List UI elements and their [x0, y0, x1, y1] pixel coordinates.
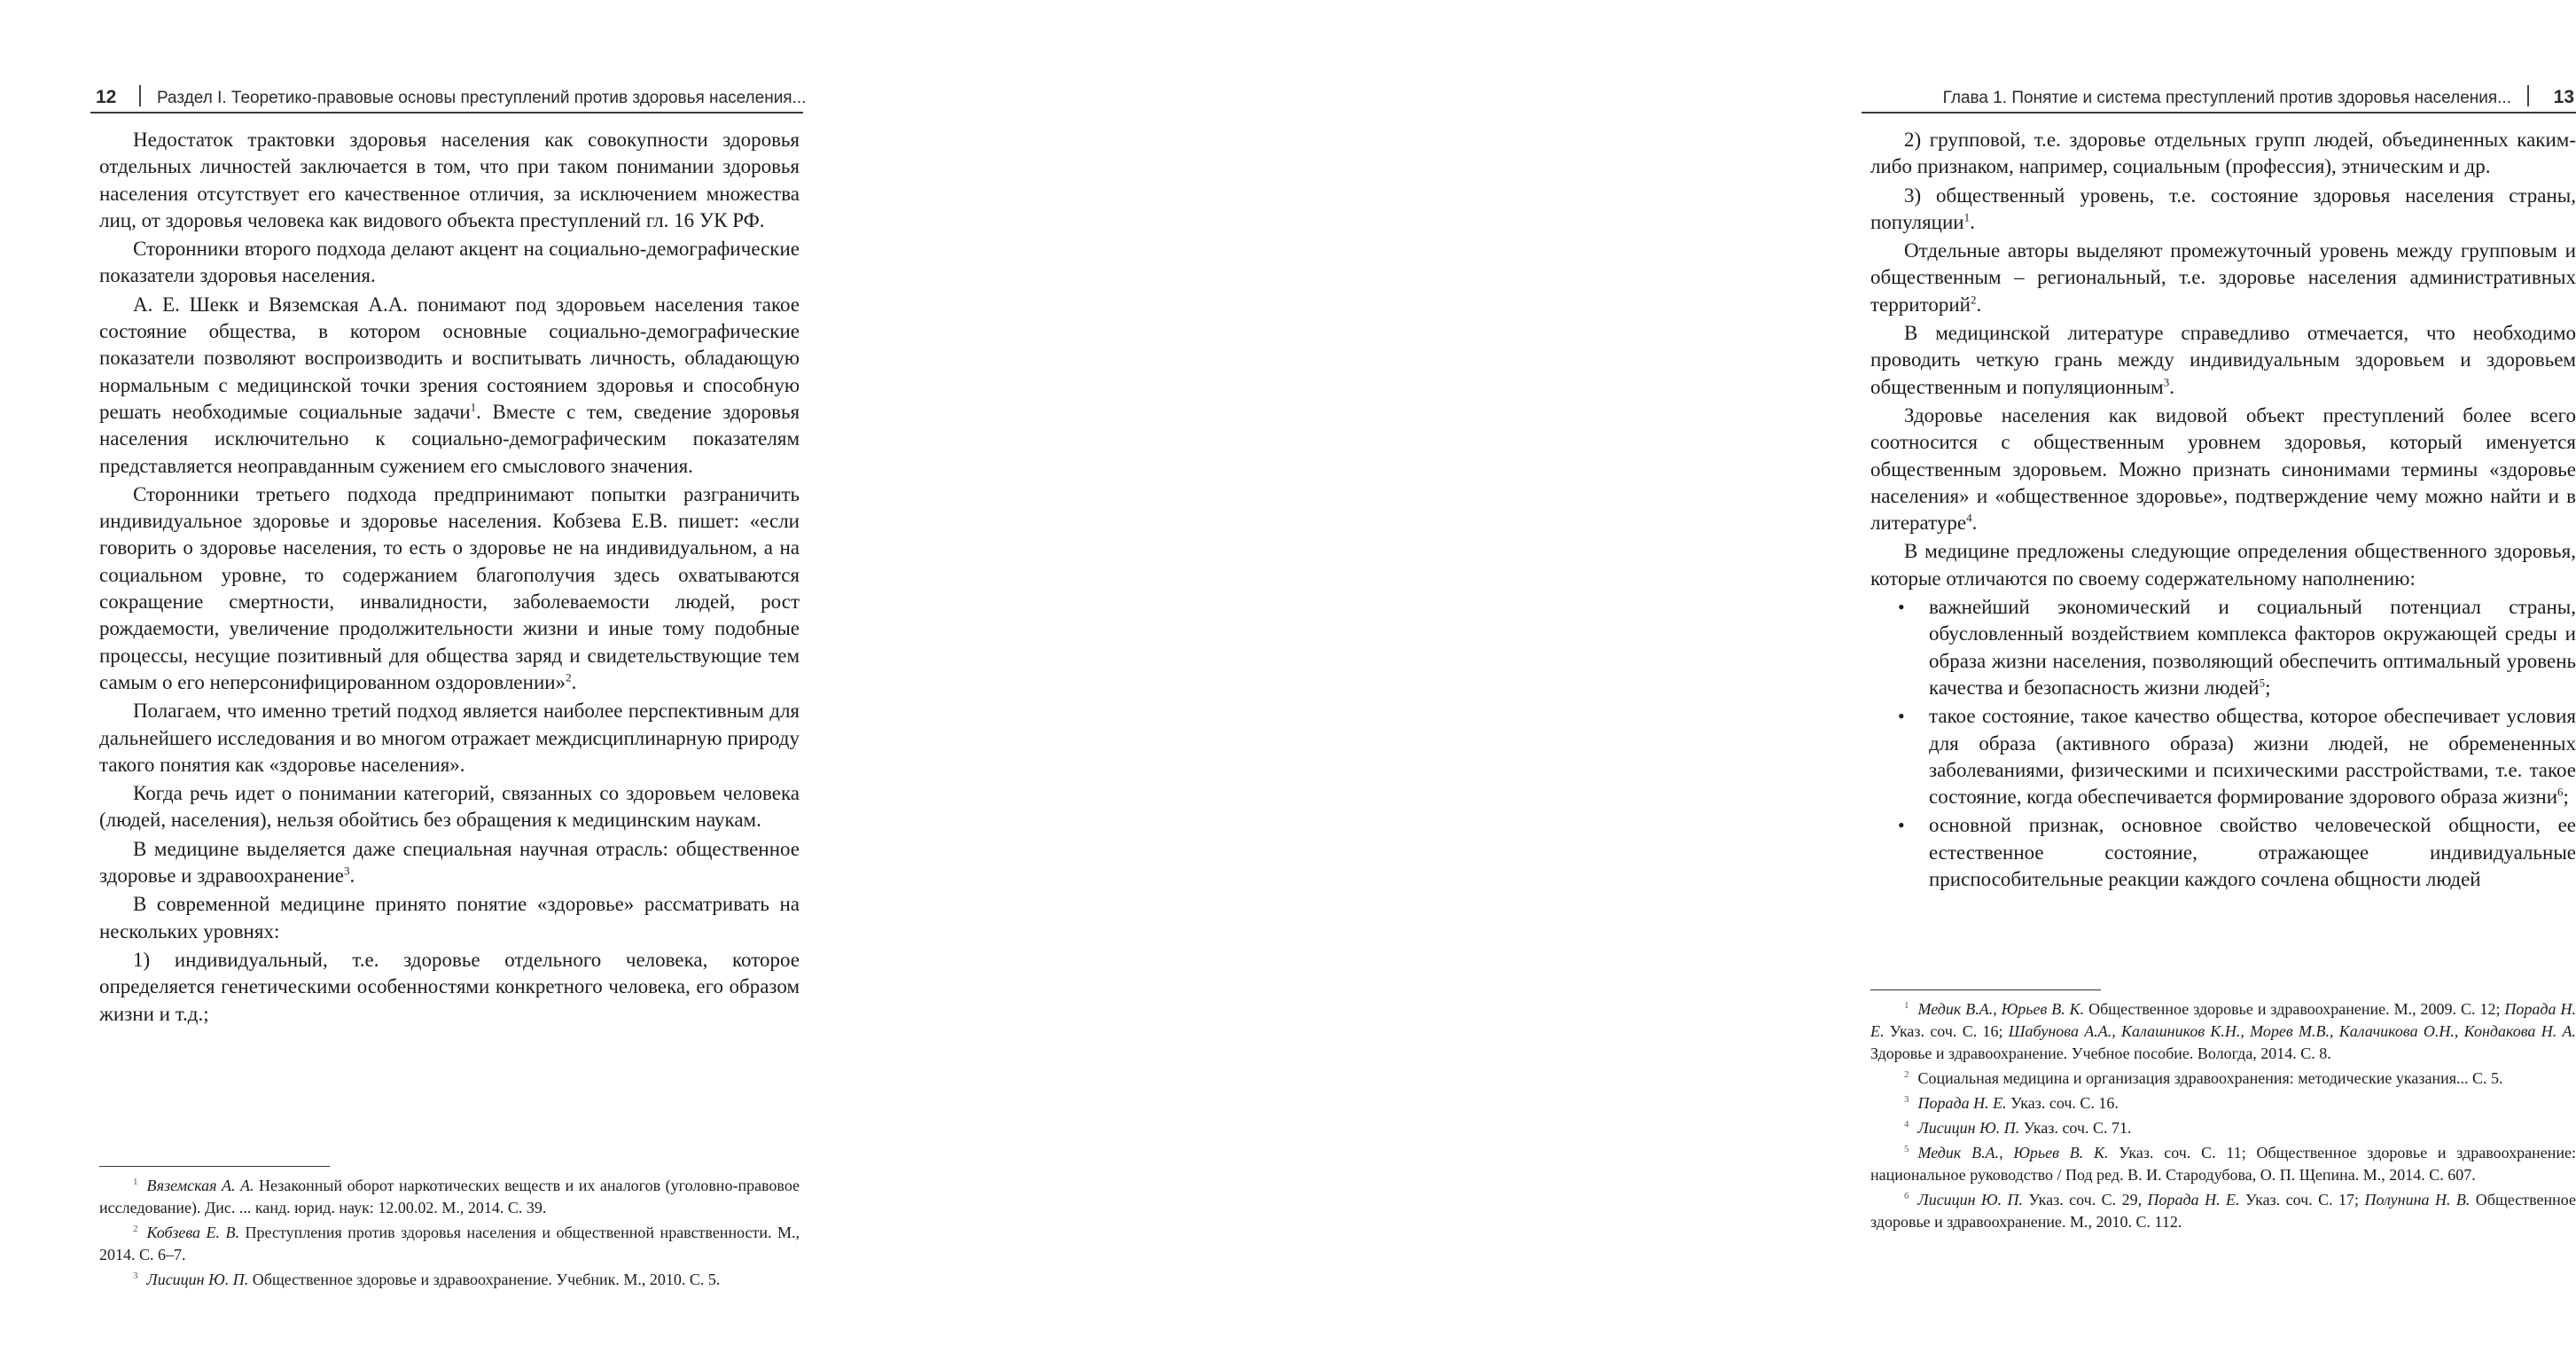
section-title-left: Раздел I. Теоретико-правовые основы преступлений против здоровья населения...	[157, 89, 807, 107]
paragraph: Отдельные авторы выделяют промежуточный уровень между групповым и общественным – региональный, т.е. здоровье населения административных территорий$^2$.	[1870, 239, 2576, 316]
right-page	[886, 0, 2576, 1361]
footnote-text: Указ. соч. С. 16.	[2006, 1094, 2119, 1112]
body-text-left	[99, 127, 800, 1029]
footnote-number: 1	[133, 1177, 138, 1187]
footnote	[99, 1175, 800, 1219]
paragraph-text: А. Е. Шекк и Вяземская А.А. понимают под здоровьем населения такое состояние общества, в котором основные социально-демографические показатели позволяют воспроизводить и воспитывать личность, обладающую нормальным с медицинской точки зрения состоянием здоровья и способную решать необходимые социальные задачи	[99, 293, 800, 423]
footnote-ref: 1	[470, 400, 477, 414]
footnote-ref: 4	[1966, 511, 1972, 525]
paragraph-text: Вместе с тем, сведение здоровья населения исключительно к социально-демографическим показателям представляется неоправданным сужением его смыслового значения.	[99, 400, 800, 477]
footnote-author: Порада Н. Е.	[1870, 1000, 2576, 1040]
footnote	[1870, 1068, 2576, 1090]
footnote-author: Вяземская А. А.	[146, 1177, 254, 1194]
paragraph: Здоровье населения как видовой объект преступлений более всего соотносится с общественным уровнем здоровья, который именуется общественным здоровьем. Можно признать синонимами термины «здоровье населения» и «общественное здоровье», подтверждение чему можно найти и в литературе$^4$.	[1870, 403, 2576, 535]
footnote-number: 4	[1904, 1119, 1909, 1130]
bullet-icon: •	[1898, 814, 1905, 837]
footnote-text: Социальная медицина и организация здравоохранения: методические указания... С. 5.	[1917, 1069, 2503, 1087]
footnotes-right	[1870, 998, 2576, 1236]
paragraph: Недостаток трактовки здоровья населения как совокупности здоровья отдельных личностей заключается в том, что при таком понимании здоровья населения отсутствует его качественное отличия, за исключением множества лиц, от здоровья человека как видового объекта преступлений гл. 16 УК РФ.	[99, 129, 800, 231]
header-divider	[2527, 85, 2529, 106]
footnote-author: Кобзева Е. В.	[146, 1224, 240, 1241]
footnote-separator	[99, 1166, 330, 1167]
footnote-number: 5	[1904, 1144, 1909, 1154]
paragraph: В современной медицине принято понятие «здоровье» рассматривать на нескольких уровнях:	[99, 893, 800, 943]
footnote-text: Указ. соч. С. 11; Общественное здоровье и здравоохранение: национальное руководство / Под ред. В. И. Стародубова, О. П. Щепина. М., 2014. С. 607.	[1870, 1144, 2576, 1184]
footnote-number: 3	[133, 1271, 138, 1281]
footnote-ref: 5	[2259, 676, 2266, 690]
paragraph: Сторонники второго подхода делают акцент на социально-демографические показатели здоровья населения.	[99, 238, 800, 287]
footnote-text: Указ. соч. С. 16;	[1884, 1022, 2009, 1040]
footnote-author: Порада Н. Е.	[2147, 1191, 2240, 1208]
footnote	[1870, 1117, 2576, 1139]
list-item-text: основной признак, основное свойство человеческой общности, ее естественное состояние, отражающее индивидуальные приспособительные реакции каждого сочлена общности людей	[1929, 814, 2576, 891]
left-page	[0, 0, 886, 1361]
paragraph: В медицинской литературе справедливо отмечается, что необходимо проводить четкую грань между индивидуальным здоровьем и здоровьем общественным и популяционным$^3$.	[1870, 322, 2576, 398]
paragraph-text: 3) общественный уровень, т.е. состояние здоровья населения страны, популяции	[1870, 184, 2576, 233]
paragraph: Полагаем, что именно третий подход является наиболее перспективным для дальнейшего исследования и во многом отражает междисциплинарную природу такого понятия как «здоровье населения».	[99, 700, 800, 776]
footnote-text: Общественное здоровье и здравоохранение. М., 2010. С. 112.	[1870, 1191, 2576, 1231]
footnote-text: Указ. соч. С. 71.	[2019, 1119, 2132, 1137]
footnote-ref: 2	[566, 670, 572, 684]
footnote-ref: 6	[2557, 785, 2564, 799]
footnote-ref: 3	[2163, 375, 2170, 389]
running-header-right	[1862, 82, 2576, 113]
footnote	[99, 1269, 800, 1291]
footnote-text: Незаконный оборот наркотических веществ и их аналогов (уголовно-правовое исследование). Дис. ... канд. юрид. наук: 12.00.02. М., 2014. С. 39.	[99, 1177, 800, 1216]
bullet-icon: •	[1898, 596, 1905, 619]
paragraph: 1) индивидуальный, т.е. здоровье отдельного человека, которое определяется генетическими особенностями конкретного человека, его образом жизни и т.д.;	[99, 948, 800, 1025]
running-header-left	[90, 82, 807, 113]
footnote-author: Лисицин Ю. П.	[1917, 1119, 2020, 1137]
header-divider	[139, 85, 141, 106]
footnote	[99, 1222, 800, 1266]
chapter-title-right: Глава 1. Понятие и система преступлений против здоровья населения...	[1942, 89, 2511, 107]
footnote-ref: 1	[1963, 210, 1971, 224]
footnote	[1870, 1092, 2576, 1115]
footnote-text: Здоровье и здравоохранение. Учебное пособие. Вологда, 2014. С. 8.	[1870, 1044, 2331, 1062]
footnote-author: Лисицин Ю. П.	[146, 1271, 249, 1288]
footnote-number: 1	[1904, 1000, 1909, 1011]
footnote	[1870, 998, 2576, 1065]
page-number-left: 12	[96, 87, 117, 107]
paragraph-text: Сторонники третьего подхода предпринимают попытки разграничить индивидуальное здоровье и здоровье населения. Кобзева Е.В. пишет: «если говорить о здоровье населения, то есть о здоровье не на индивидуальном, а на социальном уровне, то содержанием благополучия здесь охватываются сокращение смертности, инвалидности, заболеваемости людей, рост рождаемости, увеличение продолжительности жизни и иные тому подобные процессы, несущие позитивный для общества заряд и свидетельствующие тем самым о его неперсонифицированном оздоровлении»	[99, 482, 800, 693]
paragraph: А. Е. Шекк и Вяземская А.А. понимают под здоровьем населения такое состояние общества, в котором основные социально-демографические показатели позволяют воспроизводить и воспитывать личность, обладающую нормальным с медицинской точки зрения состоянием здоровья и способную решать необходимые социальные задачи$^1$. Вместе с тем, сведение здоровья населения исключительно к социально-демографическим показателям представляется неоправданным сужением его смыслового значения.	[99, 293, 800, 477]
footnote-text: Указ. соч. С. 17;	[2239, 1191, 2365, 1208]
body-text-right	[1870, 127, 2576, 895]
footnote-text: Общественное здоровье и здравоохранение. Учебник. М., 2010. С. 5.	[252, 1271, 721, 1288]
footnote-author: Медик В.А., Юрьев В. К.	[1917, 1144, 2109, 1162]
footnote-text: Общественное здоровье и здравоохранение. М., 2009. С. 12;	[2084, 1000, 2505, 1018]
page-number-right: 13	[2553, 87, 2574, 107]
paragraph: 3) общественный уровень, т.е. состояние здоровья населения страны, популяции$^1$.	[1870, 184, 2576, 233]
list-item-text: важнейший экономический и социальный потенциал страны, обусловленный воздействием комплекса факторов окружающей среды и образа жизни населения, позволяющий обеспечить оптимальный уровень качества и безопасность жизни людей	[1929, 596, 2576, 699]
footnote-number: 3	[1904, 1094, 1909, 1105]
footnote-text: Указ. соч. С. 29,	[2023, 1191, 2148, 1208]
list-item: • важнейший экономический и социальный потенциал страны, обусловленный воздействием комплекса факторов окружающей среды и образа жизни населения, позволяющий обеспечить оптимальный уровень качества и безопасность жизни людей$^5$;	[1898, 596, 2576, 699]
paragraph: 2) групповой, т.е. здоровье отдельных групп людей, объединенных каким-либо признаком, например, социальным (профессия), этническим и др.	[1870, 129, 2576, 178]
paragraph: В медицине выделяется даже специальная научная отрасль: общественное здоровье и здравоохранение$^3$.	[99, 837, 800, 888]
footnote-author: Лисицин Ю. П.	[1917, 1191, 2024, 1208]
paragraph-text: Отдельные авторы выделяют промежуточный уровень между групповым и общественным – региональный, т.е. здоровье населения административных территорий	[1870, 239, 2576, 316]
list-item-text: такое состояние, такое качество общества, которое обеспечивает условия для образа (активного образа) жизни людей, не обремененных заболеваниями, физическими и психическими расстройствами, т.е. такое состояние, когда обеспечивается формирование здорового образа жизни	[1929, 705, 2576, 809]
footnotes-left	[99, 1175, 800, 1294]
footnote-author: Полунина Н. В.	[2364, 1191, 2471, 1208]
paragraph: Сторонники третьего подхода предпринимают попытки разграничить индивидуальное здоровье и здоровье населения. Кобзева Е.В. пишет: «если говорить о здоровье населения, то есть о здоровье не на индивидуальном, а на социальном уровне, то содержанием благополучия здесь охватываются сокращение смертности, инвалидности, заболеваемости людей, рост рождаемости, увеличение продолжительности жизни и иные тому подобные процессы, несущие позитивный для общества заряд и свидетельствующие тем самым о его неперсонифицированном оздоровлении»$^2$.	[99, 482, 800, 693]
paragraph-text: В медицинской литературе справедливо отмечается, что необходимо проводить четкую грань между индивидуальным здоровьем и здоровьем общественным и популяционным	[1870, 322, 2576, 398]
list-item	[1870, 812, 2576, 893]
footnote-number: 2	[1904, 1069, 1909, 1080]
paragraph: В медицине предложены следующие определения общественного здоровья, которые отличаются по своему содержательному наполнению:	[1870, 540, 2576, 590]
footnote-ref: 3	[344, 864, 350, 878]
definition-list	[1870, 594, 2576, 893]
footnote-author: Шабунова А.А., Калашников К.Н., Морев М.В., Калачикова О.Н., Кондакова Н. А.	[2008, 1022, 2576, 1040]
bullet-icon: •	[1898, 705, 1905, 728]
footnote-text: Преступления против здоровья населения и общественной нравственности. М., 2014. С. 6–7.	[99, 1224, 800, 1263]
footnote-ref: 2	[1970, 293, 1977, 307]
footnote-separator	[1870, 989, 2101, 990]
footnote-author: Медик В.А., Юрьев В. К.	[1917, 1000, 2085, 1018]
paragraph: Когда речь идет о понимании категорий, связанных со здоровьем человека (людей, населения), нельзя обойтись без обращения к медицинским наукам.	[99, 782, 800, 832]
footnote-number: 6	[1904, 1191, 1909, 1201]
footnote-author: Порада Н. Е.	[1917, 1094, 2007, 1112]
footnote	[1870, 1189, 2576, 1233]
footnote	[1870, 1142, 2576, 1186]
paragraph-text: Здоровье населения как видовой объект преступлений более всего соотносится с общественным уровнем здоровья, который именуется общественным здоровьем. Можно признать синонимами термины «здоровье населения» и «общественное здоровье», подтверждение чему можно найти и в литературе	[1870, 403, 2576, 535]
list-item: • такое состояние, такое качество общества, которое обеспечивает условия для образа (активного образа) жизни людей, не обремененных заболеваниями, физическими и психическими расстройствами, т.е. такое состояние, когда обеспечивается формирование здорового образа жизни$^6$;	[1898, 705, 2576, 809]
footnote-number: 2	[133, 1224, 138, 1234]
paragraph-text: В медицине выделяется даже специальная научная отрасль: общественное здоровье и здравоохранение	[99, 837, 800, 888]
